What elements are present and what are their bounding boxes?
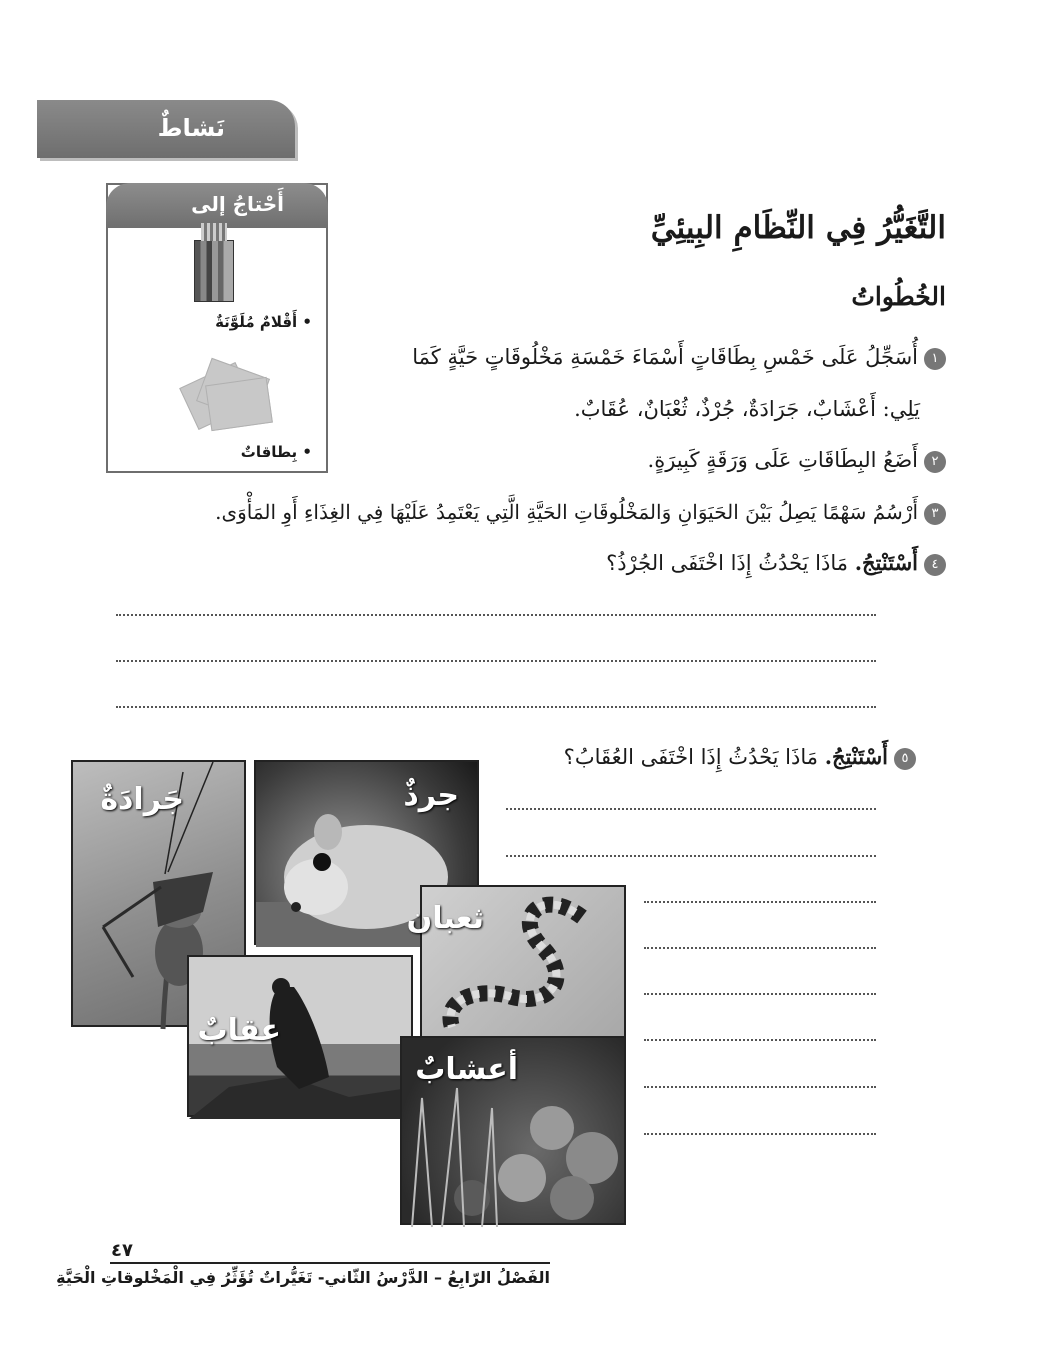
answer-line[interactable] — [506, 808, 876, 810]
step-4 — [606, 550, 946, 576]
answer-line[interactable] — [644, 1133, 876, 1135]
colored-pencils-image — [194, 240, 234, 302]
step-1 — [412, 345, 946, 370]
photo-label-locust: جَرادَةٌ — [100, 782, 184, 817]
photo-label-rat: جرذٌ — [403, 778, 459, 813]
activity-tab — [37, 100, 295, 158]
step-number: ٣ — [924, 503, 946, 525]
step-text: أُسَجِّلُ عَلَى خَمْسِ بِطَاقَاتٍ أَسْمَاءَ خَمْسَةِ مَخْلُوقَاتٍ حَيَّةٍ كَمَا — [412, 345, 918, 369]
step-3 — [215, 500, 946, 525]
step-number: ٢ — [924, 451, 946, 473]
footer-chapter: الفَصْلُ الرّابِعُ – الدَّرْسُ الثّاني- تَغَيُّراتٌ تُؤَثِّرُ فِي الْمَخْلوقاتِ الْحَيَّةِ — [56, 1268, 550, 1287]
step-number: ١ — [924, 348, 946, 370]
materials-box — [106, 183, 328, 473]
activity-tab-label: نَشاطٌ — [157, 114, 225, 142]
step-2 — [648, 448, 946, 473]
step-5 — [564, 744, 916, 770]
materials-title: أَحْتاجُ إلى — [191, 192, 284, 216]
step-1-continued: يَلِي: أَعْشَابٌ، جَرَادَةٌ، جُرْذٌ، ثُعْبَانٌ، عُقَابٌ. — [574, 397, 920, 421]
step-question: مَاذَا يَحْدُثُ إِذَا اخْتَفَى الجُرْذُ؟ — [606, 551, 848, 575]
step-text: أَضَعُ البِطَاقَاتِ عَلَى وَرَقَةٍ كَبِيرَةٍ. — [647, 448, 918, 472]
photo-eagle — [187, 955, 413, 1117]
photo-label-grass: أعشابٌ — [415, 1052, 518, 1087]
activity-title: التَّغَيُّرُ فِي النِّظَامِ البِيئِيِّ — [650, 210, 946, 246]
answer-line[interactable] — [644, 993, 876, 995]
step-number: ٤ — [924, 554, 946, 576]
step-keyword: أَسْتَنْتِجُ. — [854, 550, 918, 575]
step-question: مَاذَا يَحْدُثُ إِذَا اخْتَفَى العُقَابُ؟ — [563, 745, 818, 769]
answer-line[interactable] — [116, 706, 876, 708]
photo-label-snake: ثعبان — [406, 901, 484, 936]
photo-label-eagle: عقابٌ — [197, 1013, 281, 1048]
answer-line[interactable] — [644, 1039, 876, 1041]
photo-grass — [400, 1036, 626, 1225]
answer-line[interactable] — [644, 1086, 876, 1088]
photo-snake — [406, 885, 626, 1040]
steps-heading: الخُطُواتُ — [851, 282, 946, 311]
materials-item-pencils: • أَقْلامٌ مُلَوَّنَةٌ — [215, 313, 312, 331]
answer-line[interactable] — [506, 855, 876, 857]
step-number: ٥ — [894, 748, 916, 770]
answer-line[interactable] — [116, 614, 876, 616]
answer-line[interactable] — [644, 947, 876, 949]
answer-line[interactable] — [116, 660, 876, 662]
materials-header — [106, 183, 328, 228]
step-text: أَرْسُمُ سَهْمًا يَصِلُ بَيْنَ الحَيَوَانِ وَالمَخْلُوقَاتِ الحَيَّةِ الَّتِي يَعْتَمِدُ عَلَيْهَا فِي الغِذَاءِ أَوِ المَأْوَى. — [215, 500, 918, 524]
footer-divider — [110, 1262, 550, 1264]
page-number: ٤٧ — [111, 1240, 133, 1261]
cards-image — [178, 355, 274, 435]
materials-item-cards: • بِطاقاتٌ — [240, 443, 312, 461]
answer-line[interactable] — [644, 901, 876, 903]
step-keyword: أَسْتَنْتِجُ. — [824, 744, 888, 769]
